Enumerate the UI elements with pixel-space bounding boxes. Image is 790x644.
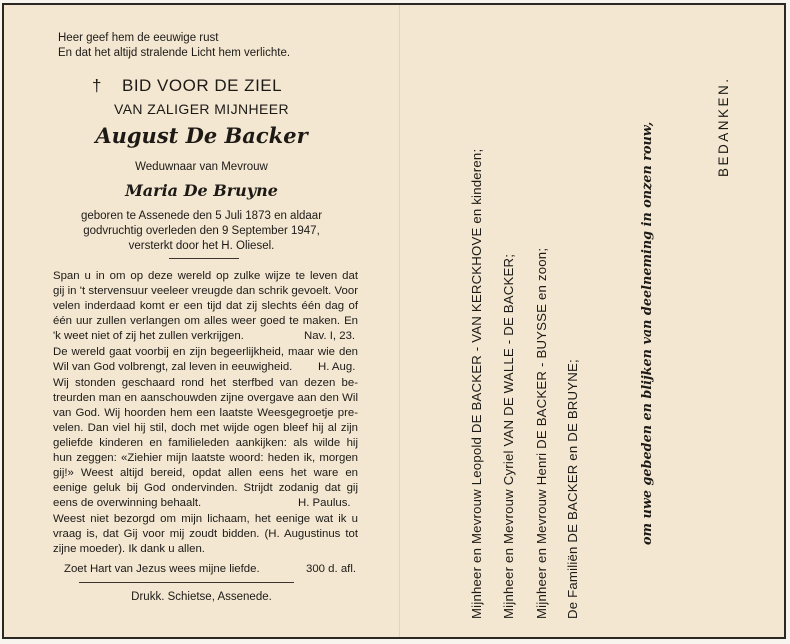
thanks-message: om uwe gebeden en blijken van deelneming in onzen rouw, [640,121,655,545]
text-line: Weest niet bezorgd om mijn lichaam, het eenige wat ik u [53,513,358,525]
spouse-name: Maria De Bruyne [125,181,278,200]
prayer-line: Zoet Hart van Jezus wees mijne liefde. [64,563,260,575]
text-line: Wij stonden geschaard rond het sterfbed van dezen be- [53,377,358,389]
indulgence: 300 d. afl. [306,563,357,575]
birth-line: geboren te Assenede den 5 Juli 1873 en aldaar [80,210,323,222]
divider-bottom [79,582,294,583]
fold-line [399,5,400,637]
family-line-2: Mijnheer en Mevrouw Cyriel VAN DE WALLE - DE BACKER; [501,253,516,619]
title-mijnheer: VAN ZALIGER MIJNHEER [114,101,289,117]
printer-line: Drukk. Schietse, Assenede. [131,591,272,603]
reference-nav: Nav. I, 23. [304,330,356,342]
reference-aug: H. Aug. [318,361,356,373]
text-line: zijne moeder). Ik dank u allen. [53,543,205,555]
text-line: van God. Wij hoorden hem een laatste Weesgegroetje pre- [53,407,358,419]
family-line-1: Mijnheer en Mevrouw Leopold DE BACKER - VAN KERCKHOVE en kinderen; [469,148,484,619]
family-line-3: Mijnheer en Mevrouw Henri DE BACKER - BUYSSE en zoon; [534,247,549,619]
memorial-card [2,3,786,639]
thanks-closing: BEDANKEN. [716,76,731,177]
cross-icon: † [92,76,102,95]
text-line: De wereld gaat voorbij en zijn begeerlijkheid, maar wie den [53,346,358,358]
text-line: 'k weet niet of zij het zullen verkrijgen. [53,330,244,342]
text-line: velen. Dan viel hij stil, doch met wijde ogen bleef hij al zijn [53,422,358,434]
opening-line-1: Heer geef hem de eeuwige rust [58,32,219,44]
text-line: treurden man en aanschouwden zijne overgave aan den Wil [53,392,358,404]
text-line: gij in 't stervensuur veeleer vreugde dan schrik gevoelt. Voor [53,285,358,297]
title-bid: BID VOOR DE ZIEL [122,76,283,95]
prayer-panel [4,5,399,637]
text-line: hun zeggen: «Ziehier mijn laatste woord: heden ik, morgen [53,452,358,464]
text-line: eenige geluk bij God ondervinden. Strijdt zodanig dat gij [53,482,358,494]
text-line: één uur zullen verlangen om alles weer goed te maken. En [53,315,358,327]
death-line: godvruchtig overleden den 9 September 1947, [83,225,320,237]
text-line: Span u in om op deze wereld op zulke wijze te leven dat [53,270,358,282]
divider-top [169,258,239,259]
family-line-4: De Familiën DE BACKER en DE BRUYNE; [565,359,580,619]
text-line: geliefde kinderen en familieleden aankijken: als wilde hij [53,437,358,449]
text-line: gij!» Weest altijd bereid, opdat allen eens het ware en [53,467,358,479]
text-line: vraag is, dat Gij voor mij zoudt bidden. (H. Augustinus tot [53,528,358,540]
opening-line-2: En dat het altijd stralende Licht hem verlichte. [58,47,291,59]
widower-line: Weduwnaar van Mevrouw [135,161,268,173]
text-line: velen inderdaad komt er een tijd dat zij slechts één dag of [53,300,358,312]
deceased-name: August De Backer [95,123,308,148]
text-line: Wil van God volbrengt, zal leven in eeuwigheid. [53,361,293,373]
reference-paulus: H. Paulus. [298,497,351,509]
sacrament-line: versterkt door het H. Oliesel. [128,240,275,252]
text-line: eens de overwinning behaalt. [53,497,202,509]
